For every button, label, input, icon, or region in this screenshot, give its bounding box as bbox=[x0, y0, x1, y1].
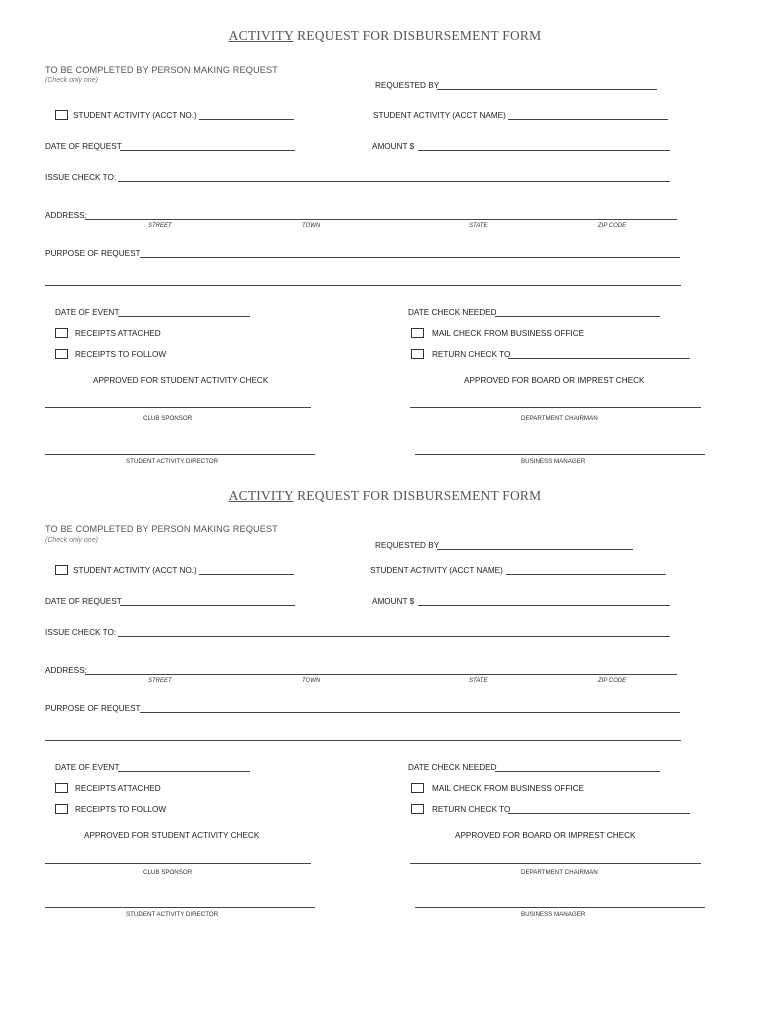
department-chairman-signature-line[interactable] bbox=[410, 863, 701, 864]
requested-by-label: REQUESTED BY bbox=[375, 81, 440, 90]
date-of-event-field[interactable] bbox=[118, 316, 250, 317]
address-field[interactable] bbox=[85, 219, 677, 220]
receipts-attached-checkbox[interactable] bbox=[55, 783, 68, 793]
amount-label: AMOUNT $ bbox=[372, 597, 415, 606]
return-check-to-field[interactable] bbox=[508, 358, 690, 359]
student-activity-director-caption: STUDENT ACTIVITY DIRECTOR bbox=[126, 911, 219, 918]
address-label: ADDRESS: bbox=[45, 666, 87, 675]
club-sponsor-signature-line[interactable] bbox=[45, 407, 311, 408]
street-caption: STREET bbox=[148, 678, 172, 684]
issue-check-to-field[interactable] bbox=[118, 181, 670, 182]
state-caption: STATE bbox=[469, 678, 488, 684]
student-activity-director-signature-line[interactable] bbox=[45, 907, 315, 908]
return-check-to-checkbox[interactable] bbox=[411, 349, 424, 359]
receipts-to-follow-checkbox[interactable] bbox=[55, 804, 68, 814]
business-manager-signature-line[interactable] bbox=[415, 454, 705, 455]
amount-field[interactable] bbox=[418, 605, 670, 606]
date-of-request-label: DATE OF REQUEST bbox=[45, 142, 122, 151]
approved-board-heading: APPROVED FOR BOARD OR IMPREST CHECK bbox=[455, 831, 636, 840]
date-check-needed-field[interactable] bbox=[495, 771, 660, 772]
form-title: ACTIVITY REQUEST FOR DISBURSEMENT FORM bbox=[228, 488, 542, 503]
approved-student-heading: APPROVED FOR STUDENT ACTIVITY CHECK bbox=[84, 831, 260, 840]
student-activity-acct-name-label: STUDENT ACTIVITY (ACCT NAME) bbox=[370, 566, 503, 575]
issue-check-to-label: ISSUE CHECK TO: bbox=[45, 173, 117, 182]
date-check-needed-field[interactable] bbox=[495, 316, 660, 317]
check-only-one-note: (Check only one) bbox=[45, 77, 98, 84]
return-check-to-checkbox[interactable] bbox=[411, 804, 424, 814]
student-activity-acct-no-field[interactable] bbox=[199, 574, 294, 575]
student-activity-acct-no-label: STUDENT ACTIVITY (ACCT NO.) bbox=[73, 566, 197, 575]
receipts-attached-label: RECEIPTS ATTACHED bbox=[75, 784, 161, 793]
return-check-to-label: RETURN CHECK TO bbox=[432, 350, 511, 359]
date-of-event-field[interactable] bbox=[118, 771, 250, 772]
town-caption: TOWN bbox=[302, 223, 321, 229]
approved-board-heading: APPROVED FOR BOARD OR IMPREST CHECK bbox=[464, 376, 645, 385]
mail-check-label: MAIL CHECK FROM BUSINESS OFFICE bbox=[432, 784, 585, 793]
student-activity-acct-no-field[interactable] bbox=[199, 119, 294, 120]
purpose-of-request-label: PURPOSE OF REQUEST bbox=[45, 704, 141, 713]
business-manager-signature-line[interactable] bbox=[415, 907, 705, 908]
check-only-one-note: (Check only one) bbox=[45, 537, 98, 544]
date-of-request-field[interactable] bbox=[120, 605, 295, 606]
business-manager-caption: BUSINESS MANAGER bbox=[521, 458, 586, 465]
student-activity-director-caption: STUDENT ACTIVITY DIRECTOR bbox=[126, 458, 219, 465]
amount-label: AMOUNT $ bbox=[372, 142, 415, 151]
requested-by-label: REQUESTED BY bbox=[375, 541, 440, 550]
purpose-of-request-label: PURPOSE OF REQUEST bbox=[45, 249, 141, 258]
town-caption: TOWN bbox=[302, 678, 321, 684]
issue-check-to-label: ISSUE CHECK TO: bbox=[45, 628, 117, 637]
department-chairman-caption: DEPARTMENT CHAIRMAN bbox=[521, 869, 598, 876]
date-of-request-field[interactable] bbox=[120, 150, 295, 151]
disbursement-form-top bbox=[0, 0, 770, 465]
receipts-to-follow-checkbox[interactable] bbox=[55, 349, 68, 359]
street-caption: STREET bbox=[148, 223, 172, 229]
form-title: ACTIVITY REQUEST FOR DISBURSEMENT FORM bbox=[228, 28, 542, 43]
date-of-event-label: DATE OF EVENT bbox=[55, 308, 120, 317]
purpose-of-request-field-2[interactable] bbox=[45, 285, 681, 286]
department-chairman-signature-line[interactable] bbox=[410, 407, 701, 408]
disbursement-form-bottom bbox=[0, 460, 770, 920]
department-chairman-caption: DEPARTMENT CHAIRMAN bbox=[521, 415, 598, 422]
state-caption: STATE bbox=[469, 223, 488, 229]
student-activity-acct-name-field[interactable] bbox=[506, 574, 666, 575]
purpose-of-request-field[interactable] bbox=[140, 257, 680, 258]
club-sponsor-caption: CLUB SPONSOR bbox=[143, 869, 193, 876]
receipts-to-follow-label: RECEIPTS TO FOLLOW bbox=[75, 350, 167, 359]
student-activity-acct-name-label: STUDENT ACTIVITY (ACCT NAME) bbox=[373, 111, 506, 120]
club-sponsor-caption: CLUB SPONSOR bbox=[143, 415, 193, 422]
address-field[interactable] bbox=[85, 674, 677, 675]
receipts-attached-checkbox[interactable] bbox=[55, 328, 68, 338]
date-of-event-label: DATE OF EVENT bbox=[55, 763, 120, 772]
receipts-to-follow-label: RECEIPTS TO FOLLOW bbox=[75, 805, 167, 814]
issue-check-to-field[interactable] bbox=[118, 636, 670, 637]
club-sponsor-signature-line[interactable] bbox=[45, 863, 311, 864]
amount-field[interactable] bbox=[418, 150, 670, 151]
requested-by-field[interactable] bbox=[437, 549, 633, 550]
zip-code-caption: ZIP CODE bbox=[598, 223, 627, 229]
receipts-attached-label: RECEIPTS ATTACHED bbox=[75, 329, 161, 338]
mail-check-checkbox[interactable] bbox=[411, 328, 424, 338]
student-activity-director-signature-line[interactable] bbox=[45, 454, 315, 455]
mail-check-checkbox[interactable] bbox=[411, 783, 424, 793]
date-check-needed-label: DATE CHECK NEEDED bbox=[408, 308, 497, 317]
completed-by-heading: TO BE COMPLETED BY PERSON MAKING REQUEST bbox=[45, 65, 278, 75]
business-manager-caption: BUSINESS MANAGER bbox=[521, 911, 586, 918]
completed-by-heading: TO BE COMPLETED BY PERSON MAKING REQUEST bbox=[45, 524, 278, 534]
purpose-of-request-field[interactable] bbox=[140, 712, 680, 713]
zip-code-caption: ZIP CODE bbox=[598, 678, 627, 684]
student-activity-acct-no-label: STUDENT ACTIVITY (ACCT NO.) bbox=[73, 111, 197, 120]
address-label: ADDRESS: bbox=[45, 211, 87, 220]
return-check-to-field[interactable] bbox=[508, 813, 690, 814]
student-activity-acct-name-field[interactable] bbox=[508, 119, 668, 120]
purpose-of-request-field-2[interactable] bbox=[45, 740, 681, 741]
date-check-needed-label: DATE CHECK NEEDED bbox=[408, 763, 497, 772]
mail-check-label: MAIL CHECK FROM BUSINESS OFFICE bbox=[432, 329, 585, 338]
student-activity-acct-no-checkbox[interactable] bbox=[55, 110, 68, 120]
student-activity-acct-no-checkbox[interactable] bbox=[55, 565, 68, 575]
requested-by-field[interactable] bbox=[437, 89, 657, 90]
date-of-request-label: DATE OF REQUEST bbox=[45, 597, 122, 606]
approved-student-heading: APPROVED FOR STUDENT ACTIVITY CHECK bbox=[93, 376, 269, 385]
return-check-to-label: RETURN CHECK TO bbox=[432, 805, 511, 814]
